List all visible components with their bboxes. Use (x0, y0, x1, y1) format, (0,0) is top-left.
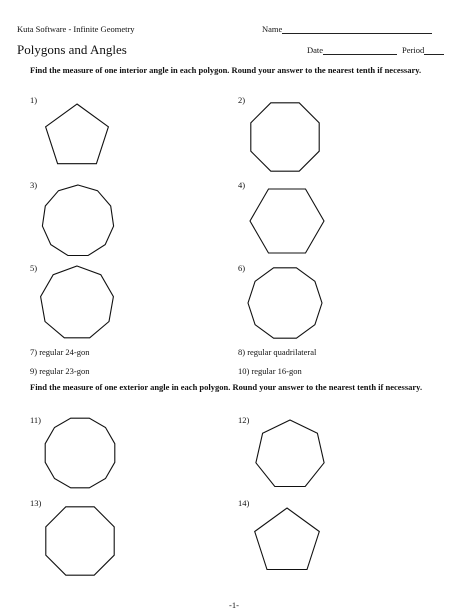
question-6-number: 6) (238, 263, 246, 273)
question-1-number: 1) (30, 95, 38, 105)
page-number: -1- (229, 600, 239, 610)
section2-instructions: Find the measure of one exterior angle in each polygon. Round your answer to the nearest tenth if necessary. (30, 382, 423, 392)
question-3-number: 3) (30, 180, 38, 190)
date-label: Date (307, 45, 324, 55)
question-8: 8) regular quadrilateral (238, 347, 317, 357)
question-12-number: 12) (238, 415, 250, 425)
publisher-label: Kuta Software - Infinite Geometry (17, 24, 135, 34)
question-4-number: 4) (238, 180, 246, 190)
question-2-number: 2) (238, 95, 246, 105)
name-label: Name (262, 24, 283, 34)
period-label: Period (402, 45, 425, 55)
page-title: Polygons and Angles (17, 42, 127, 57)
question-11-number: 11) (30, 415, 42, 425)
question-14-number: 14) (238, 498, 250, 508)
question-13-number: 13) (30, 498, 42, 508)
question-10: 10) regular 16-gon (238, 366, 302, 376)
question-5-number: 5) (30, 263, 38, 273)
question-9: 9) regular 23-gon (30, 366, 90, 376)
question-7: 7) regular 24-gon (30, 347, 90, 357)
polygon-shape (255, 508, 320, 570)
section1-instructions: Find the measure of one interior angle in each polygon. Round your answer to the nearest tenth if necessary. (30, 65, 422, 75)
